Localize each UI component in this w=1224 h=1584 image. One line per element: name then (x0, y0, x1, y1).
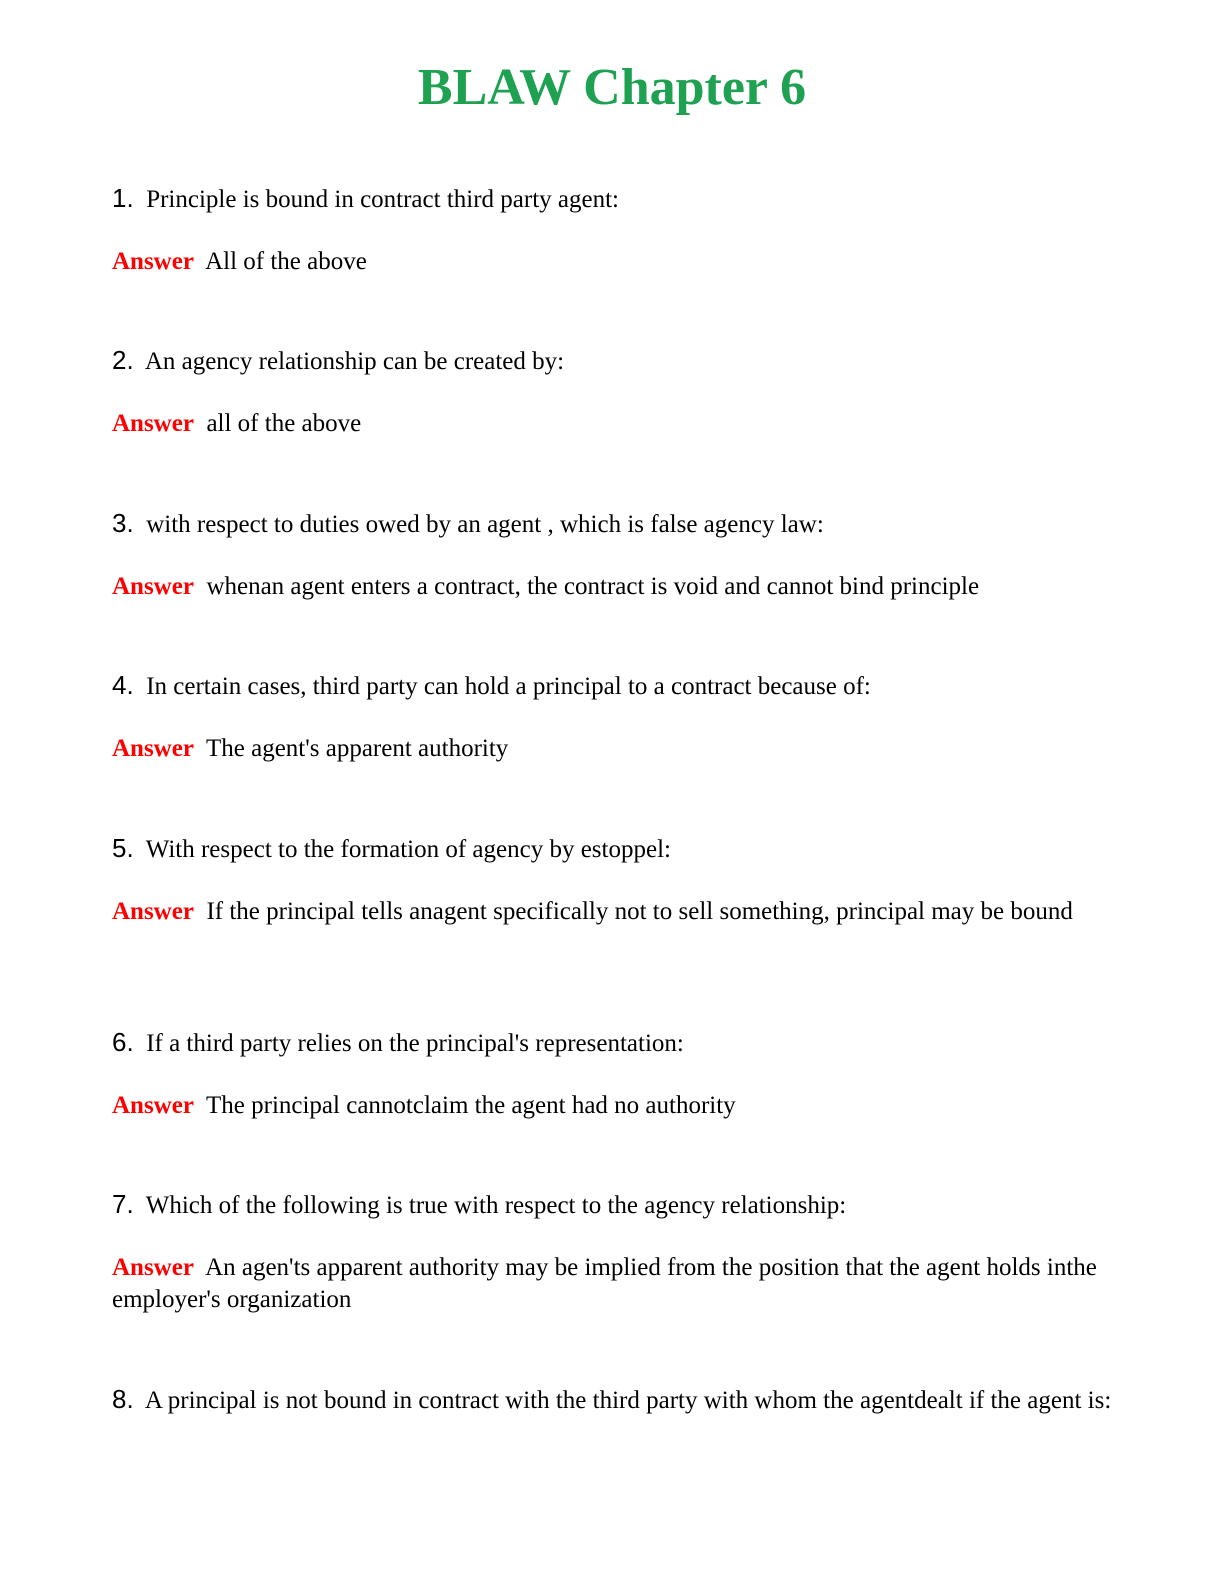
question-number: 1. (112, 183, 134, 213)
answer-text: An agen'ts apparent authority may be implied from the position that the agent holds inthe employer's organization (112, 1254, 1097, 1313)
question-number: 8. (112, 1384, 134, 1414)
question (112, 182, 1112, 216)
question (112, 669, 1112, 703)
answer-label: Answer (112, 248, 194, 275)
question (112, 1188, 1112, 1222)
answer-text: all of the above (206, 410, 362, 437)
answer (112, 408, 1112, 440)
question-text: Which of the following is true with respect to the agency relationship: (145, 1192, 847, 1219)
answer-label: Answer (112, 735, 194, 762)
question (112, 507, 1112, 541)
answer-text: whenan agent enters a contract, the contract is void and cannot bind principle (206, 573, 980, 600)
answer-label: Answer (112, 410, 194, 437)
question-number: 3. (112, 508, 134, 538)
question-text: Principle is bound in contract third party agent: (146, 186, 619, 213)
question (112, 1383, 1112, 1417)
question-number: 4. (112, 670, 134, 700)
question-number: 2. (112, 345, 134, 375)
qa-item-2 (112, 344, 1112, 440)
question-text: In certain cases, third party can hold a principal to a contract because of: (146, 673, 871, 700)
answer (112, 896, 1112, 928)
answer-label: Answer (112, 573, 194, 600)
qa-item-1 (112, 182, 1112, 278)
document-title: BLAW Chapter 6 (417, 59, 807, 116)
answer (112, 733, 1112, 765)
question-number: 6. (112, 1027, 134, 1057)
question (112, 344, 1112, 378)
qa-item-3 (112, 507, 1112, 603)
question-number: 7. (112, 1189, 134, 1219)
answer (112, 571, 1112, 603)
answer (112, 1252, 1112, 1316)
answer-label: Answer (112, 898, 194, 925)
qa-item-8 (112, 1383, 1112, 1417)
qa-item-7 (112, 1188, 1112, 1316)
answer (112, 1090, 1112, 1122)
question-text: If a third party relies on the principal's representation: (146, 1030, 684, 1057)
question-text: A principal is not bound in contract with the third party with whom the agentdealt if the agent is: (144, 1387, 1112, 1414)
question-text: An agency relationship can be created by: (144, 348, 565, 375)
question-text: With respect to the formation of agency by estoppel: (145, 836, 671, 863)
answer-text: All of the above (205, 248, 367, 275)
answer-text: If the principal tells anagent specifically not to sell something, principal may be bound (206, 898, 1073, 925)
qa-item-5 (112, 832, 1112, 928)
answer (112, 246, 1112, 278)
qa-item-4 (112, 669, 1112, 765)
answer-text: The agent's apparent authority (206, 735, 509, 762)
answer-label: Answer (112, 1092, 194, 1119)
question-number: 5. (112, 833, 134, 863)
answer-label: Answer (112, 1254, 194, 1281)
question (112, 832, 1112, 866)
question (112, 1026, 1112, 1060)
answer-text: The principal cannotclaim the agent had no authority (206, 1092, 736, 1119)
qa-item-6 (112, 1026, 1112, 1122)
question-text: with respect to duties owed by an agent , which is false agency law: (146, 511, 824, 538)
